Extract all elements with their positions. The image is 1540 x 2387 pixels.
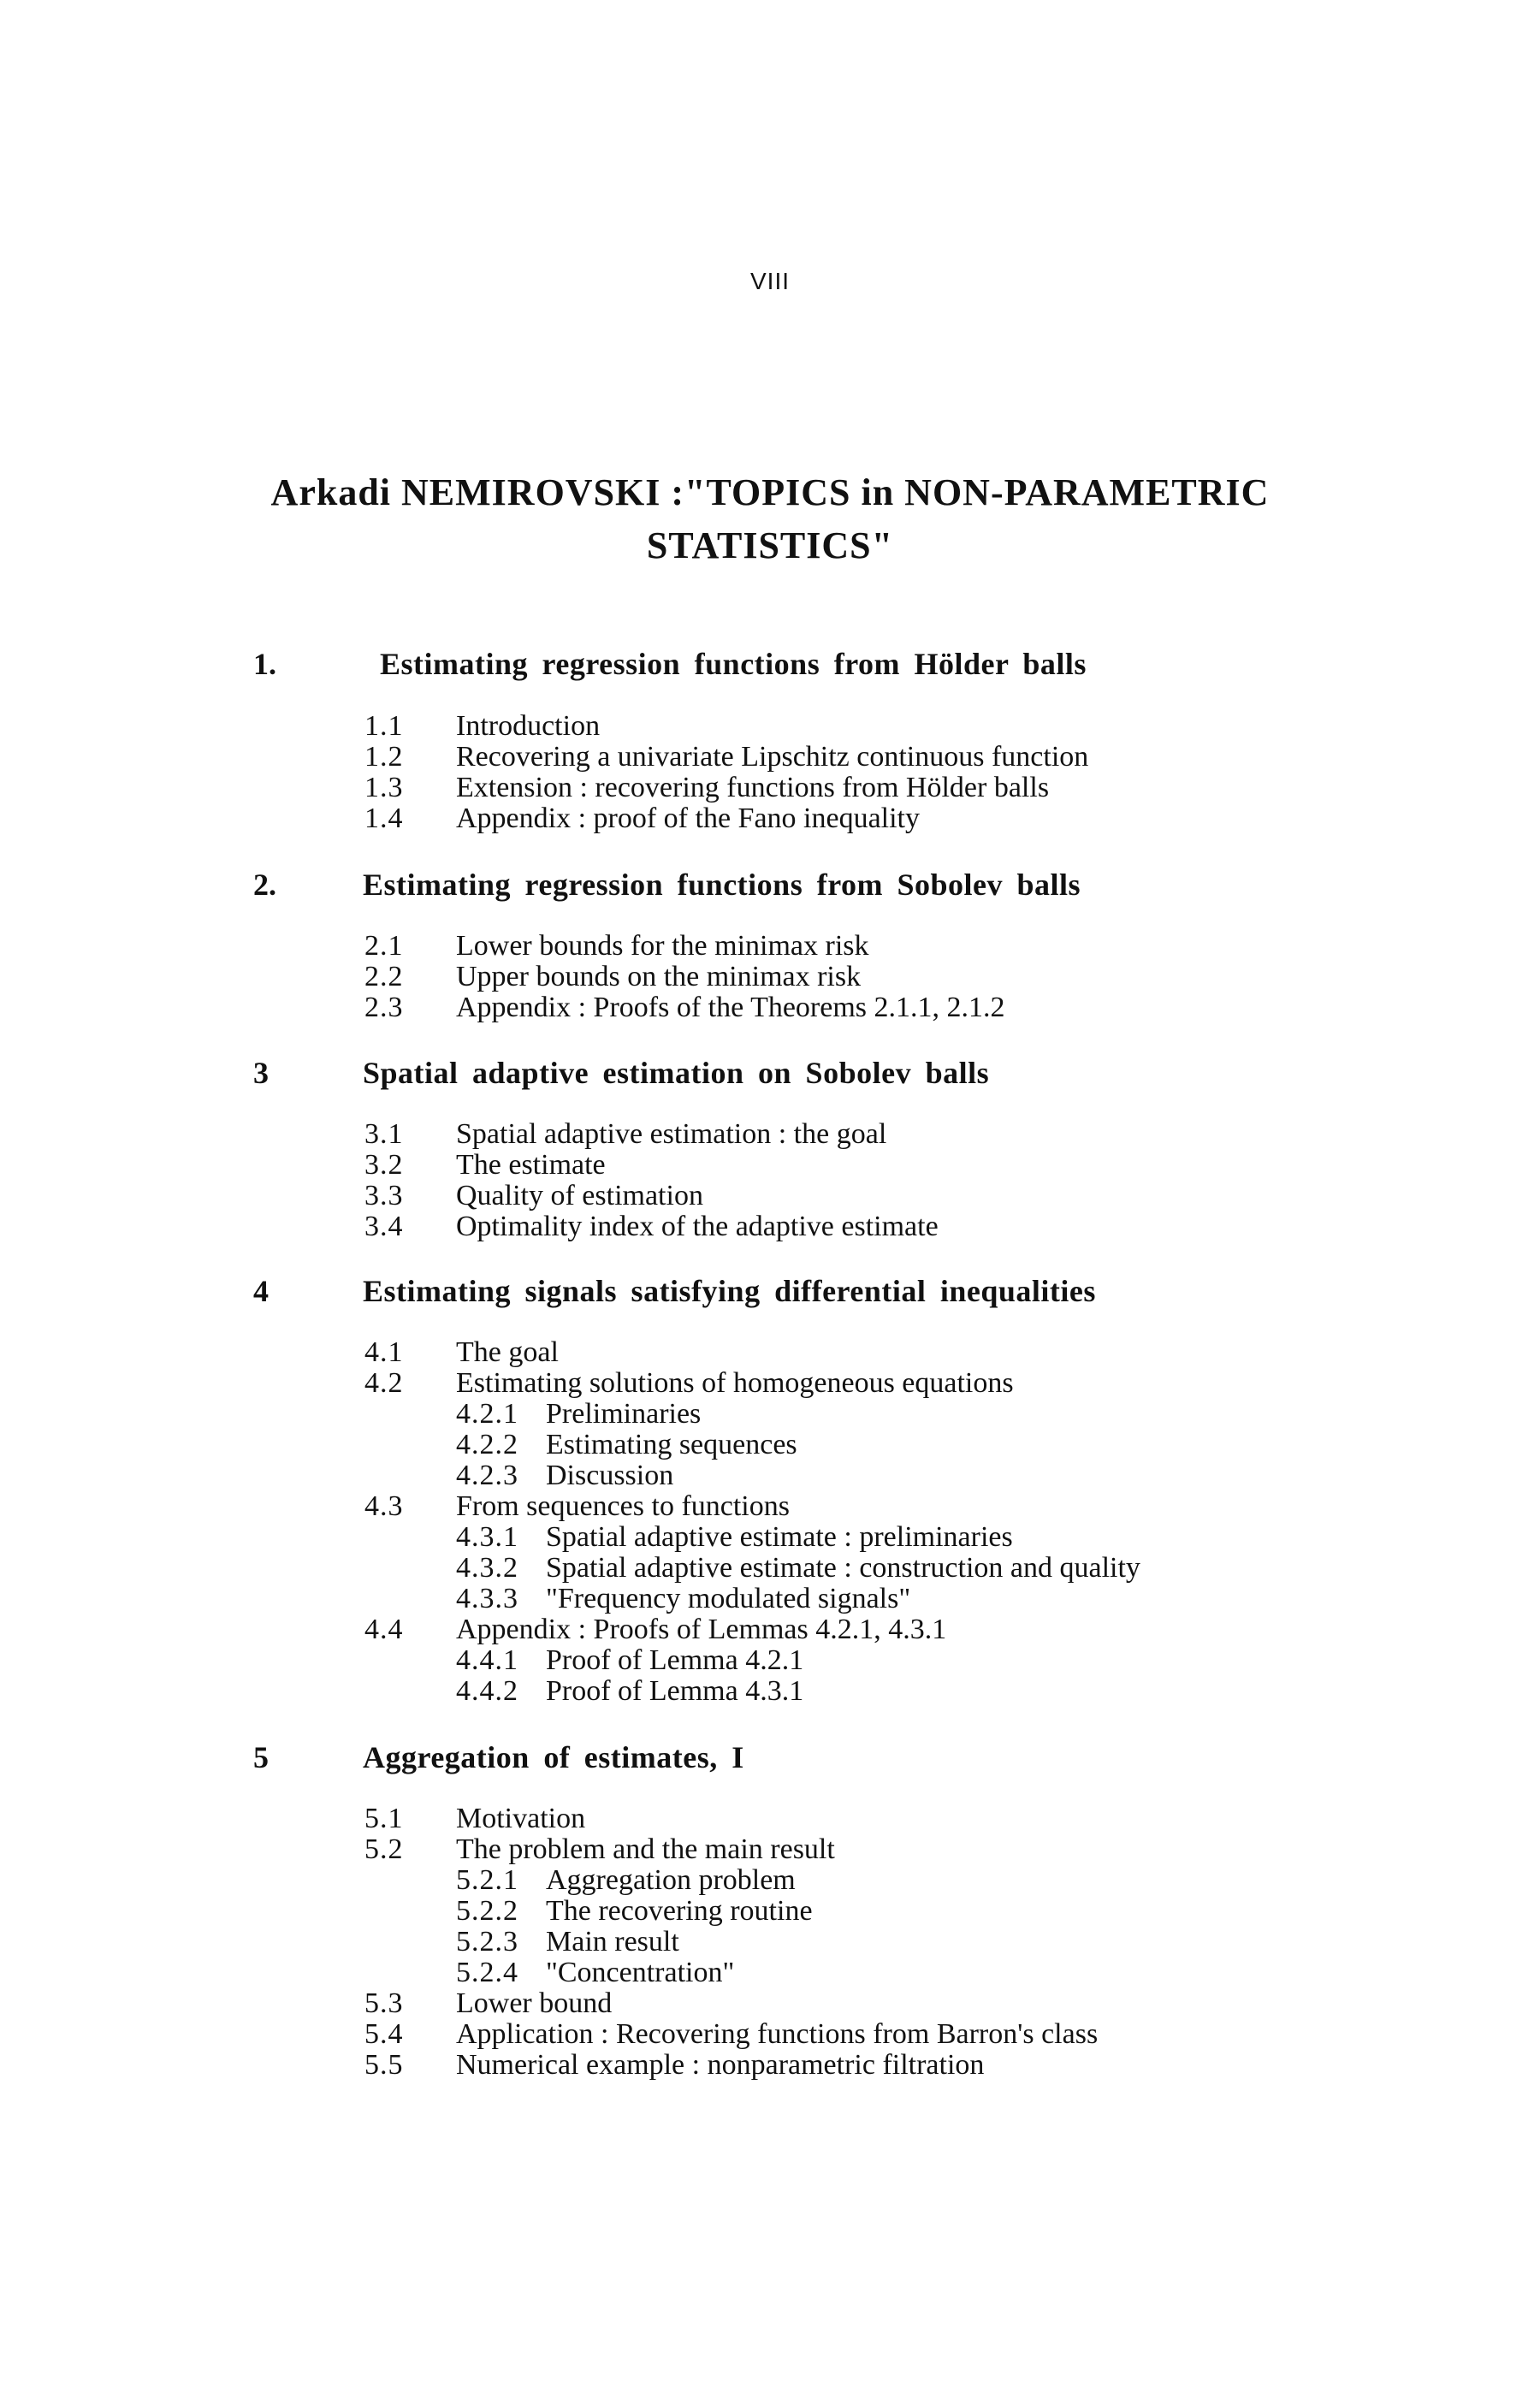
section-entry: [364, 962, 861, 992]
section-entry: [364, 773, 1049, 803]
section-number: 3.3: [364, 1180, 404, 1211]
chapter-number: 2.: [253, 868, 276, 902]
chapter-title: Estimating regression functions from Hölder balls: [380, 647, 1087, 681]
chapter-title: Estimating regression functions from Sobolev balls: [363, 868, 1081, 902]
chapter-heading-2: [253, 867, 1081, 903]
section-title: Appendix : proof of the Fano inequality: [456, 803, 921, 834]
subsection-title: Preliminaries: [546, 1398, 702, 1430]
subsection-entry: [456, 1522, 1013, 1553]
subsection-title: Spatial adaptive estimate : construction and quality: [546, 1552, 1140, 1584]
section-number: 1.1: [364, 710, 404, 742]
chapter-title: Aggregation of estimates, I: [363, 1740, 744, 1774]
section-title: Appendix : Proofs of the Theorems 2.1.1, 2.1.2: [456, 992, 1005, 1023]
section-entry: [364, 2019, 1098, 2050]
section-number: 3.4: [364, 1211, 404, 1242]
subsection-number: 4.2.2: [456, 1429, 518, 1460]
section-entry: [364, 1337, 559, 1368]
title-line-1: Arkadi NEMIROVSKI :"TOPICS in NON-PARAMETRIC: [270, 471, 1270, 513]
chapter-heading-3: [253, 1055, 989, 1091]
section-title: Optimality index of the adaptive estimate: [456, 1211, 939, 1242]
subsection-entry: [456, 1430, 797, 1460]
chapter-title: Estimating signals satisfying differential inequalities: [363, 1274, 1096, 1308]
subsection-entry: [456, 1676, 803, 1707]
section-title: Estimating solutions of homogeneous equations: [456, 1367, 1014, 1399]
chapter-title: Spatial adaptive estimation on Sobolev balls: [363, 1056, 990, 1090]
section-number: 1.4: [364, 803, 404, 834]
section-entry: [364, 803, 920, 834]
section-title: Application : Recovering functions from Barron's class: [456, 2018, 1099, 2050]
section-title: Quality of estimation: [456, 1180, 703, 1211]
chapter-heading-4: [253, 1273, 1096, 1309]
section-number: 2.1: [364, 930, 404, 962]
section-entry: [364, 2050, 984, 2081]
section-number: 2.2: [364, 961, 404, 992]
section-title: Recovering a univariate Lipschitz continuous function: [456, 741, 1089, 773]
section-number: 2.3: [364, 992, 404, 1023]
subsection-title: Aggregation problem: [546, 1864, 796, 1896]
subsection-title: "Frequency modulated signals": [546, 1583, 911, 1614]
subsection-number: 5.2.3: [456, 1926, 518, 1958]
subsection-entry: [456, 1927, 679, 1958]
section-title: Appendix : Proofs of Lemmas 4.2.1, 4.3.1: [456, 1614, 947, 1645]
page-number: VIII: [749, 268, 790, 294]
section-entry: [364, 931, 869, 962]
section-title: Lower bound: [456, 1987, 613, 2019]
title-line-2: STATISTICS": [646, 524, 894, 566]
section-entry: [364, 1368, 1014, 1399]
chapter-heading-1: [253, 646, 1087, 682]
section-entry: [364, 1491, 790, 1522]
subsection-number: 5.2.4: [456, 1957, 518, 1988]
section-title: The estimate: [456, 1149, 606, 1181]
subsection-number: 4.2.3: [456, 1460, 518, 1491]
subsection-number: 5.2.1: [456, 1864, 518, 1896]
section-title: Extension : recovering functions from Hölder balls: [456, 772, 1050, 803]
section-entry: [364, 1119, 886, 1150]
subsection-title: Estimating sequences: [546, 1429, 797, 1460]
section-number: 4.3: [364, 1490, 404, 1522]
subsection-entry: [456, 1399, 701, 1430]
chapter-number: 3: [253, 1056, 269, 1090]
section-title: Upper bounds on the minimax risk: [456, 961, 862, 992]
section-title: Motivation: [456, 1803, 586, 1834]
chapter-number: 4: [253, 1274, 269, 1308]
section-title: Numerical example : nonparametric filtration: [456, 2049, 985, 2081]
chapter-number: 1.: [253, 647, 276, 681]
subsection-entry: [456, 1865, 796, 1896]
subsection-title: Discussion: [546, 1460, 674, 1491]
section-title: The goal: [456, 1336, 559, 1368]
section-entry: [364, 1211, 939, 1242]
section-entry: [364, 1181, 703, 1211]
section-entry: [364, 1834, 835, 1865]
subsection-entry: [456, 1958, 734, 1988]
section-entry: [364, 1150, 606, 1181]
section-number: 3.2: [364, 1149, 404, 1181]
section-entry: [364, 992, 1005, 1023]
subsection-entry: [456, 1896, 813, 1927]
subsection-number: 4.2.1: [456, 1398, 518, 1430]
section-title: From sequences to functions: [456, 1490, 790, 1522]
subsection-entry: [456, 1553, 1140, 1584]
section-title: The problem and the main result: [456, 1833, 835, 1865]
section-entry: [364, 1614, 946, 1645]
section-title: Introduction: [456, 710, 601, 742]
section-entry: [364, 711, 600, 742]
subsection-number: 5.2.2: [456, 1895, 518, 1927]
subsection-entry: [456, 1460, 673, 1491]
section-number: 5.4: [364, 2018, 404, 2050]
subsection-title: Main result: [546, 1926, 679, 1958]
subsection-title: "Concentration": [546, 1957, 735, 1988]
section-entry: [364, 742, 1088, 773]
section-title: Spatial adaptive estimation : the goal: [456, 1118, 887, 1150]
subsection-number: 4.4.1: [456, 1644, 518, 1676]
subsection-number: 4.3.1: [456, 1521, 518, 1553]
section-number: 5.3: [364, 1987, 404, 2019]
section-number: 1.2: [364, 741, 404, 773]
section-number: 5.1: [364, 1803, 404, 1834]
document-title: [0, 466, 1540, 572]
subsection-title: Spatial adaptive estimate : preliminaries: [546, 1521, 1013, 1553]
subsection-entry: [456, 1584, 910, 1614]
subsection-number: 4.3.2: [456, 1552, 518, 1584]
chapter-number: 5: [253, 1740, 269, 1774]
section-number: 4.1: [364, 1336, 404, 1368]
section-number: 5.5: [364, 2049, 404, 2081]
section-number: 4.2: [364, 1367, 404, 1399]
section-title: Lower bounds for the minimax risk: [456, 930, 869, 962]
section-number: 1.3: [364, 772, 404, 803]
section-number: 3.1: [364, 1118, 404, 1150]
section-number: 5.2: [364, 1833, 404, 1865]
subsection-title: Proof of Lemma 4.2.1: [546, 1644, 804, 1676]
subsection-entry: [456, 1645, 803, 1676]
subsection-number: 4.3.3: [456, 1583, 518, 1614]
section-number: 4.4: [364, 1614, 404, 1645]
subsection-title: Proof of Lemma 4.3.1: [546, 1675, 804, 1707]
chapter-heading-5: [253, 1739, 744, 1775]
subsection-title: The recovering routine: [546, 1895, 813, 1927]
section-entry: [364, 1988, 612, 2019]
section-entry: [364, 1804, 585, 1834]
subsection-number: 4.4.2: [456, 1675, 518, 1707]
